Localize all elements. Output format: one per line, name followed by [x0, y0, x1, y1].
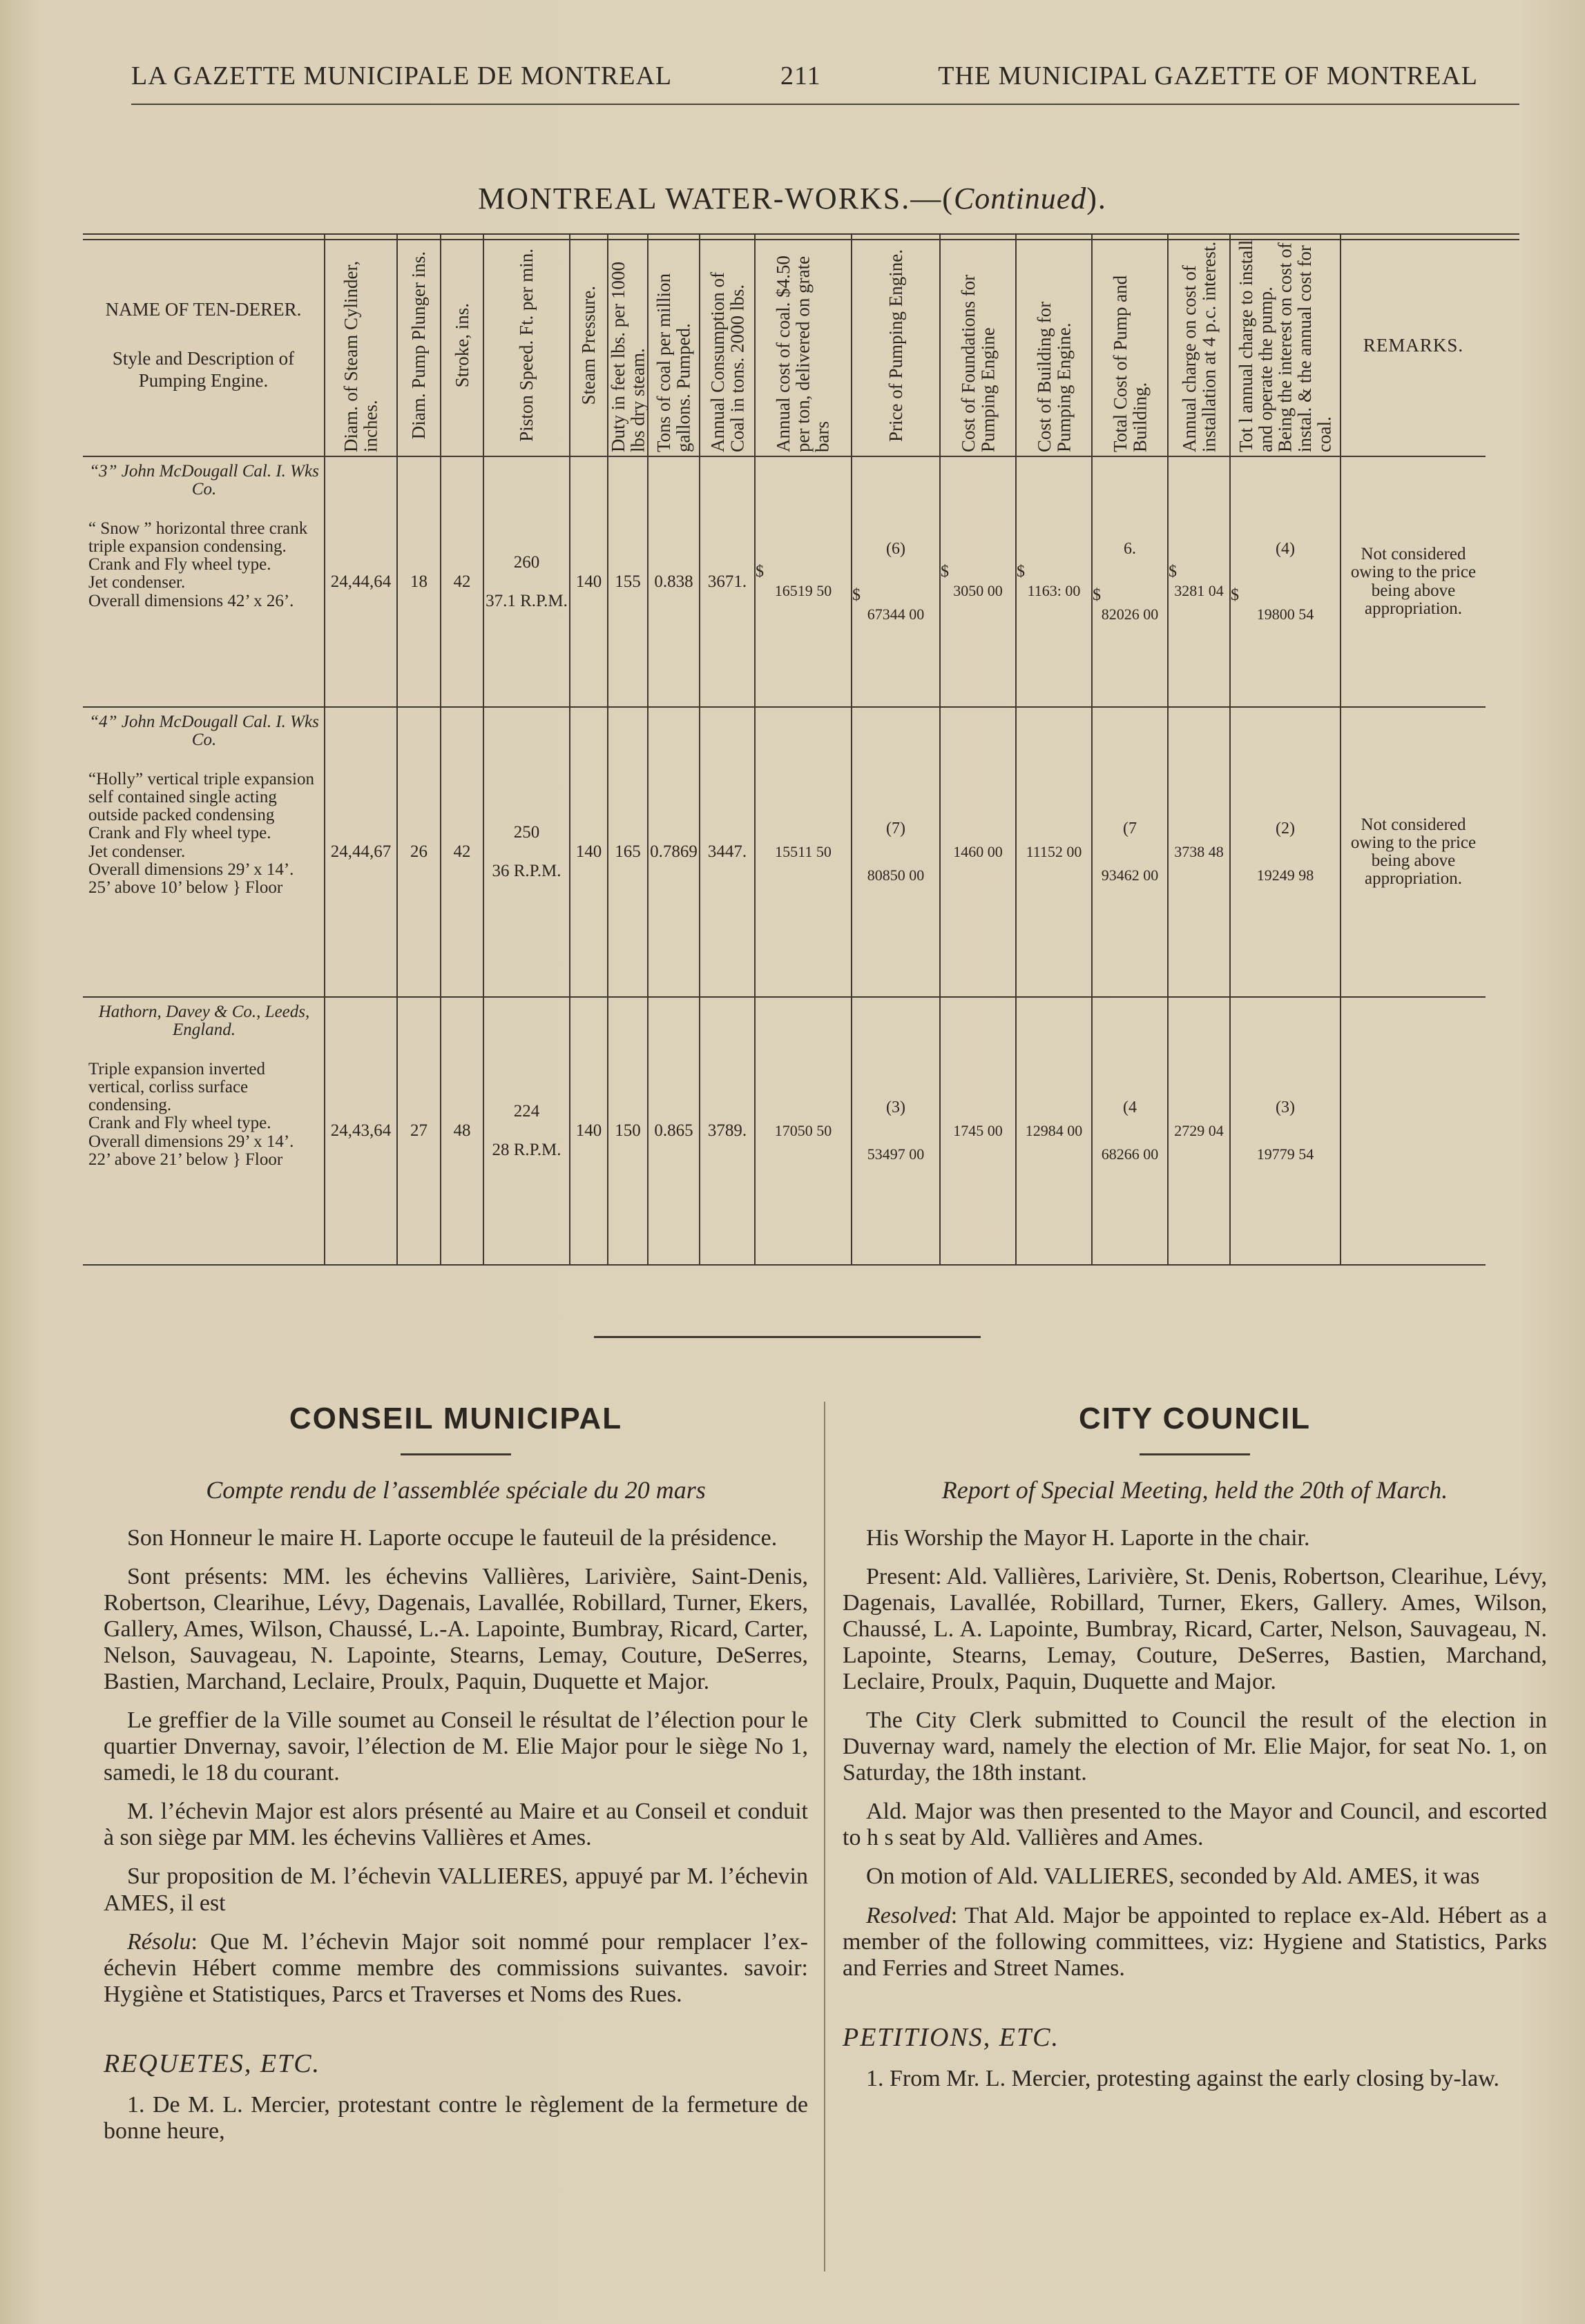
en-paragraph: On motion of Ald. VALLIERES, seconded by Ald. AMES, it was	[866, 1863, 1480, 1890]
cell: 140	[570, 707, 608, 997]
cell: (7) 80850 00	[852, 707, 940, 997]
cell: 1460 00	[940, 707, 1016, 997]
cell: 150	[608, 997, 648, 1265]
cell: 42	[441, 707, 483, 997]
remark-cell	[1341, 997, 1486, 1265]
col-header: Tons of coal per million gallons. Pumped.	[648, 235, 700, 456]
fr-paragraph: M. l’échevin Major est alors présenté au Maire et au Conseil et conduit à son siège par MM. les échevins Vallières et Ames.	[104, 1799, 808, 1851]
cell: $ 16519 50	[755, 456, 852, 707]
fr-heading: CONSEIL MUNICIPAL	[289, 1402, 623, 1435]
col-header: Duty in feet lbs. per 1000 lbs dry steam.	[608, 235, 648, 456]
remark-cell: Not considered owing to the price being above appropriation.	[1341, 707, 1486, 997]
en-paragraph: His Worship the Mayor H. Laporte in the chair.	[866, 1524, 1310, 1551]
cell: 3789.	[700, 997, 755, 1265]
cell: 1745 00	[940, 997, 1016, 1265]
cell: 3447.	[700, 707, 755, 997]
cell: 24,44,64	[325, 456, 397, 707]
en-paragraph: Resolved: That Ald. Major be appointed to replace ex-Ald. Hébert as a member of the following committees, viz: Hygiene and Statistics, Parks and Ferries and Street Names.	[843, 1902, 1547, 1981]
col-header: Diam. Pump Plunger ins.	[397, 235, 441, 456]
fr-paragraph: Sur proposition de M. l’échevin VALLIERES, appuyé par M. l’échevin AMES, il est	[104, 1863, 808, 1916]
cell: (4) $ 19800 54	[1230, 456, 1341, 707]
col-header: Annual Consumption of Coal in tons. 2000 lbs.	[700, 235, 755, 456]
french-column	[104, 1402, 808, 2158]
cell: 0.865	[648, 997, 700, 1265]
fr-paragraph: 1. De M. L. Mercier, protestant contre le règlement de la fermeture de bonne heure,	[104, 2092, 808, 2144]
fr-subheading: Compte rendu de l’assemblée spéciale du 20 mars	[206, 1476, 706, 1504]
col-header: Annual cost of coal. $4.50 per ton, delivered on grate bars	[755, 235, 852, 456]
cell: 18	[397, 456, 441, 707]
cell: $ 3050 00	[940, 456, 1016, 707]
cell: 27	[397, 997, 441, 1265]
cell: 12984 00	[1016, 997, 1092, 1265]
en-paragraph: 1. From Mr. L. Mercier, protesting against the early closing by-law.	[866, 2066, 1500, 2092]
cell: 24,44,67	[325, 707, 397, 997]
cell: (7 93462 00	[1092, 707, 1168, 997]
table-header-row	[83, 235, 1486, 456]
table-row	[83, 997, 1486, 1265]
tenderer-cell: “4” John McDougall Cal. I. Wks Co. “Holly” vertical triple expansion self contained single acting outside packed condensing Crank and Fly wheel type. Jet condenser. Overall dimensions 29’ x 14’. 25’ above 10’ below } Floor	[83, 707, 325, 997]
cell: $ 3281 04	[1168, 456, 1230, 707]
cell: (3) 53497 00	[852, 997, 940, 1265]
cell: 155	[608, 456, 648, 707]
cell: 0.838	[648, 456, 700, 707]
en-subheading: Report of Special Meeting, held the 20th of March.	[941, 1476, 1448, 1504]
cell: 24,43,64	[325, 997, 397, 1265]
header-right: THE MUNICIPAL GAZETTE OF MONTREAL	[938, 61, 1478, 90]
column-divider	[824, 1402, 825, 2272]
col-header: Cost of Building for Pumping Engine.	[1016, 235, 1092, 456]
cell: $ 1163: 00	[1016, 456, 1092, 707]
col-header: Price of Pumping Engine.	[852, 235, 940, 456]
en-heading-rule	[1140, 1453, 1250, 1455]
tenderer-cell: Hathorn, Davey & Co., Leeds, England. Triple expansion inverted vertical, corliss surface condensing. Crank and Fly wheel type. Overall dimensions 29’ x 14’. 22’ above 21’ below } Floor	[83, 997, 325, 1265]
cell: 42	[441, 456, 483, 707]
cell: (3) 19779 54	[1230, 997, 1341, 1265]
remark-cell: Not considered owing to the price being above appropriation.	[1341, 456, 1486, 707]
cell: 3738 48	[1168, 707, 1230, 997]
table-row	[83, 707, 1486, 997]
name-header: NAME OF TEN-DERER. Style and Description of Pumping Engine.	[83, 235, 325, 456]
cell: 11152 00	[1016, 707, 1092, 997]
cell: 6. $ 82026 00	[1092, 456, 1168, 707]
page-number: 211	[780, 61, 821, 90]
english-column	[843, 1402, 1547, 2104]
cell: 26	[397, 707, 441, 997]
section-divider	[594, 1336, 981, 1338]
en-paragraph: Ald. Major was then presented to the Mayor and Council, and escorted to h s seat by Ald. Vallières and Ames.	[843, 1799, 1547, 1851]
cell: 165	[608, 707, 648, 997]
col-header: Total Cost of Pump and Building.	[1092, 235, 1168, 456]
cell: 3671.	[700, 456, 755, 707]
en-section-title: PETITIONS, ETC.	[843, 2022, 1059, 2052]
cell: 140	[570, 456, 608, 707]
col-header: Steam Pressure.	[570, 235, 608, 456]
cell: (4 68266 00	[1092, 997, 1168, 1265]
running-header	[131, 61, 1478, 102]
fr-heading-rule	[401, 1453, 511, 1455]
cell: 0.7869	[648, 707, 700, 997]
header-left: LA GAZETTE MUNICIPALE DE MONTREAL	[131, 61, 673, 90]
cell: 224 28 R.P.M.	[483, 997, 570, 1265]
en-paragraph: The City Clerk submitted to Council the result of the election in Duvernay ward, namely the election of Mr. Elie Major, for seat No. 1, on Saturday, the 18th instant.	[843, 1707, 1547, 1786]
cell: (6) $ 67344 00	[852, 456, 940, 707]
header-rule	[131, 104, 1519, 105]
en-heading: CITY COUNCIL	[1078, 1402, 1312, 1435]
table-title: MONTREAL WATER-WORKS.—(Continued).	[478, 182, 1107, 215]
col-header: Tot l annual charge to install and operate the pump. Being the interest on cost of instal. & the annual cost for coal.	[1230, 235, 1341, 456]
fr-paragraph: Le greffier de la Ville soumet au Conseil le résultat de l’élection pour le quartier Dnvernay, savoir, l’élection de M. Elie Major pour le siège No 1, samedi, le 18 du courant.	[104, 1707, 808, 1786]
fr-section-title: REQUETES, ETC.	[104, 2049, 321, 2078]
col-header: Cost of Foundations for Pumping Engine	[940, 235, 1016, 456]
table-row	[83, 456, 1486, 707]
cell: 140	[570, 997, 608, 1265]
col-header: Diam. of Steam Cylinder, inches.	[325, 235, 397, 456]
cell: 250 36 R.P.M.	[483, 707, 570, 997]
cell: (2) 19249 98	[1230, 707, 1341, 997]
cell: 2729 04	[1168, 997, 1230, 1265]
cell: 260 37.1 R.P.M.	[483, 456, 570, 707]
fr-paragraph: Sont présents: MM. les échevins Vallières, Larivière, Saint-Denis, Robertson, Clearihue, Lévy, Dagenais, Lavallée, Robillard, Turner, Ekers, Gallery, Ames, Wilson, Chaussé, L.-A. Lapointe, Bumbray, Ricard, Carter, Nelson, Sauvageau, N. Lapointe, Stearns, Lemay, Couture, DeSerres, Bastien, Marchand, Leclaire, Proulx, Paquin, Duquette et Major.	[104, 1563, 808, 1694]
fr-paragraph: Son Honneur le maire H. Laporte occupe le fauteuil de la présidence.	[127, 1524, 778, 1551]
col-header: Piston Speed. Ft. per min.	[483, 235, 570, 456]
cell: 15511 50	[755, 707, 852, 997]
col-header: Stroke, ins.	[441, 235, 483, 456]
col-header: Annual charge on cost of installation at 4 p.c. interest.	[1168, 235, 1230, 456]
cell: 48	[441, 997, 483, 1265]
remarks-header: REMARKS.	[1341, 235, 1486, 456]
cell: 17050 50	[755, 997, 852, 1265]
waterworks-table	[83, 235, 1486, 1266]
fr-paragraph: Résolu: Que M. l’échevin Major soit nommé pour remplacer l’ex-échevin Hébert comme membre des commissions suivantes. savoir: Hygiène et Statistiques, Parcs et Traverses et Noms des Rues.	[104, 1928, 808, 2007]
en-paragraph: Present: Ald. Vallières, Larivière, St. Denis, Robertson, Clearihue, Lévy, Dagenais, Lavallée, Robillard, Turner, Ekers, Gallery. Ames, Wilson, Chaussé, L. A. Lapointe, Bumbray, Ricard, Carter, Nelson, Sauvageau, N. Lapointe, Stearns, Lemay, Couture, DeSerres, Bastien, Marchand, Leclaire, Proulx, Paquin, Duquette and Major.	[843, 1563, 1547, 1694]
tenderer-cell: “3” John McDougall Cal. I. Wks Co. “ Snow ” horizontal three crank triple expansion condensing. Crank and Fly wheel type. Jet condenser. Overall dimensions 42’ x 26’.	[83, 456, 325, 707]
